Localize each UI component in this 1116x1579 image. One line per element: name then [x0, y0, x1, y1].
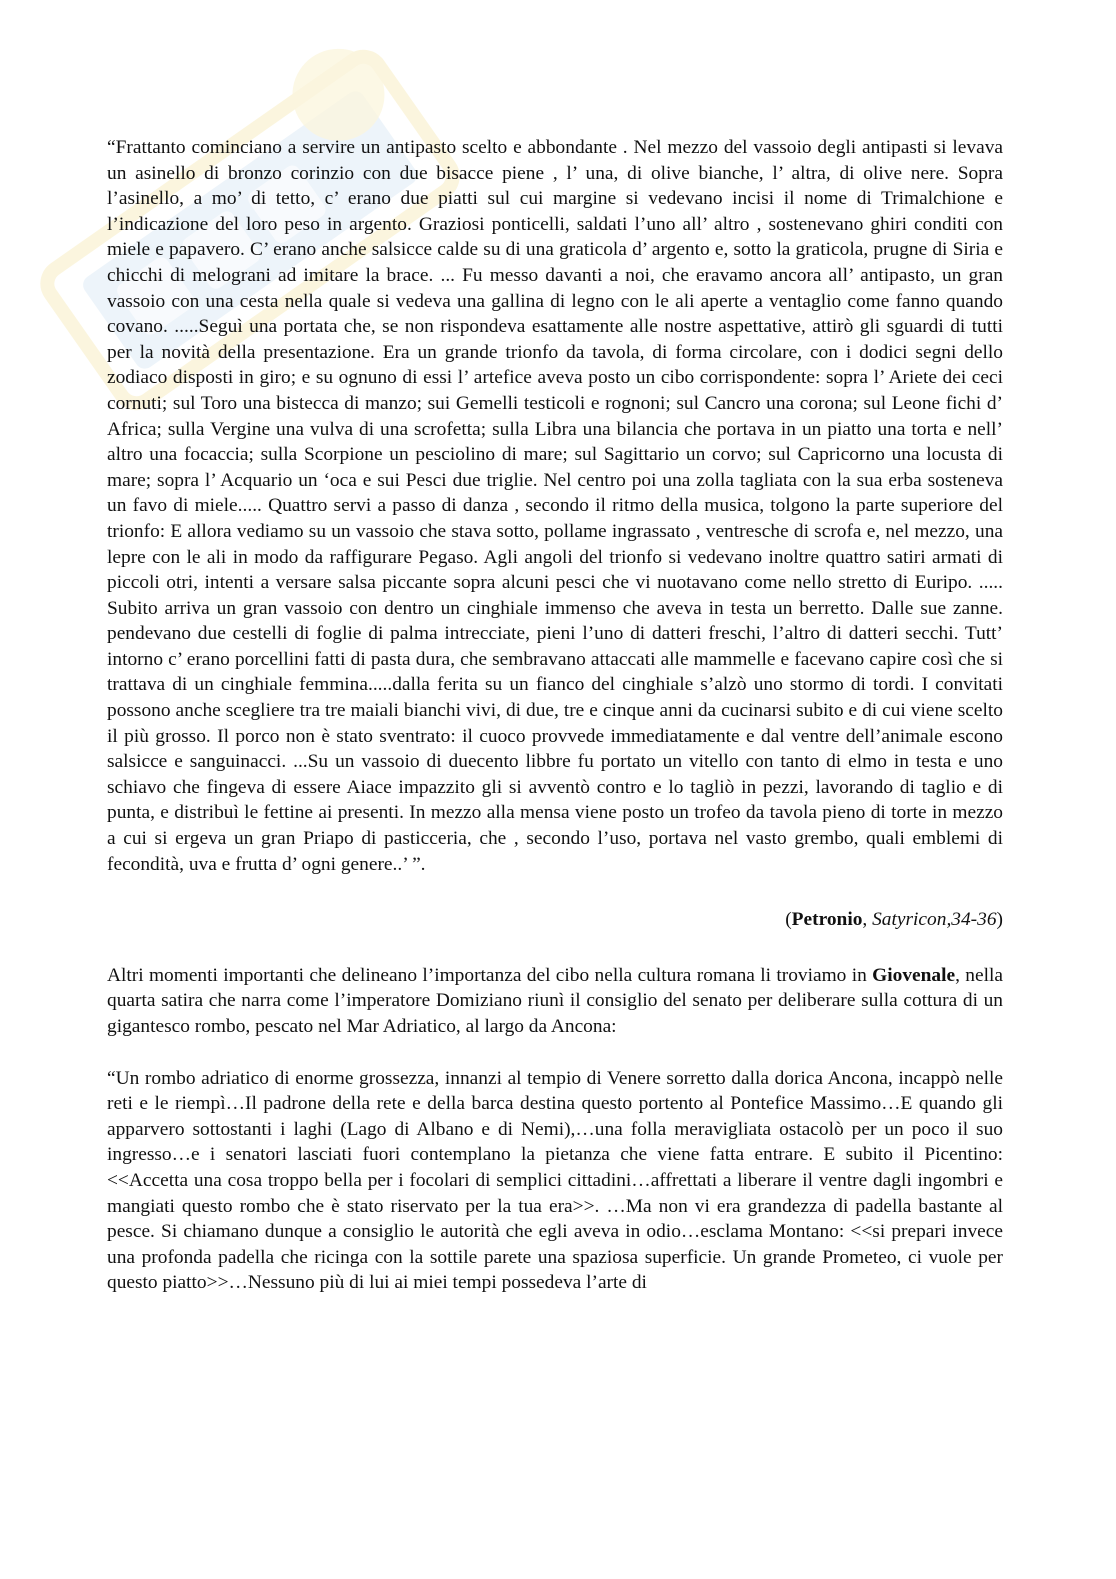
citation-separator: ,	[862, 909, 873, 931]
document-page	[107, 135, 1003, 1296]
citation-author: Petronio	[791, 909, 863, 931]
citation	[107, 907, 1003, 933]
citation-close: )	[996, 909, 1003, 931]
spacer	[107, 933, 1003, 963]
citation-open: (	[785, 909, 792, 931]
intro-paragraph	[107, 963, 1003, 1040]
citation-ref: ,34-36	[946, 909, 997, 931]
citation-work: Satyricon	[872, 909, 947, 931]
giovenale-quote: “Un rombo adriatico di enorme grossezza, innanzi al tempio di Venere sorretto dalla dorica Ancona, incappò nelle reti e le riempì…Il padrone della rete e della barca destina questo portento al Pontefice Massimo…E quando gli apparvero sottostanti i laghi (Lago di Albano e di Nemi),…una folla meravigliata ostacolò per un poco il suo ingresso…e i senatori lasciati fuori contemplano la pietanza che viene fatta entrare. E subito il Picentino: <<Accetta una cosa troppo bella per i focolari di semplici cittadini…affrettati a liberare il ventre dagli ingombri e mangiati questo rombo che è stato riservato per la tua era>>. …Ma non vi era grandezza di padella bastante al pesce. Si chiamano dunque a consiglio le autorità che egli aveva in odio…esclama Montano: <<si prepari invece una profonda padella che ricinga con la sottile parete una spaziosa superficie. Un grande Prometeo, ci vuole per questo piatto>>…Nessuno più di lui ai miei tempi possedeva l’arte di	[107, 1067, 1003, 1294]
intro-before: Altri momenti importanti che delineano l’importanza del cibo nella cultura romana li troviamo in	[107, 964, 873, 986]
intro-after: , nella quarta satira che narra come l’imperatore Domiziano riunì il consiglio del senato per deliberare sulla cottura di un gigantesco rombo, pescato nel Mar Adriatico, al largo da Ancona:	[107, 964, 1003, 1037]
spacer	[107, 1040, 1003, 1066]
intro-author: Giovenale	[872, 964, 956, 986]
petronio-quote: “Frattanto cominciano a servire un antipasto scelto e abbondante . Nel mezzo del vassoio degli antipasti si levava un asinello di bronzo corinzio con due bisacce piene , l’ una, di olive bianche, l’ altra, di olive nere. Sopra l’asinello, a mo’ di tetto, c’ erano due piatti sul cui margine si vedevano incisi il nome di Trimalchione e l’indicazione del loro peso in argento. Graziosi ponticelli, saldati l’uno all’ altro , sostenevano ghiri conditi con miele e papavero. C’ erano anche salsicce calde su di una graticola d’ argento e, sotto la graticola, prugne di Siria e chicchi di melograni ad imitare la brace. ... Fu messo davanti a noi, che eravamo ancora all’ antipasto, un gran vassoio con una cesta nella quale si vedeva una gallina di legno con le ali aperte a ventaglio come fanno quando covano. .....Seguì una portata che, se non rispondeva esattamente alle nostre aspettative, attirò gli sguardi di tutti per la novità della presentazione. Era un grande trionfo da tavola, di forma circolare, con i dodici segni dello zodiaco disposti in giro; e su ognuno di essi l’ artefice aveva posto un cibo corrispondente: sopra l’ Ariete dei ceci cornuti; sul Toro una bistecca di manzo; sui Gemelli testicoli e rognoni; sul Cancro una corona; sul Leone fichi d’ Africa; sulla Vergine una vulva di una scrofetta; sulla Libra una bilancia che portava in un piatto una torta e nell’ altro una focaccia; sulla Scorpione un pesciolino di mare; sul Sagittario un corvo; sul Capricorno una locusta di mare; sopra l’ Acquario un ‘oca e sui Pesci due triglie. Nel centro poi una zolla tagliata con la sua erba sosteneva un favo di miele..... Quattro servi a passo di danza , secondo il ritmo della musica, tolgono la parte superiore del trionfo: E allora vediamo su un vassoio che stava sotto, pollame ingrassato , ventresche di scrofa e, nel mezzo, una lepre con le ali in modo da raffigurare Pegaso. Agli angoli del trionfo si vedevano inoltre quattro satiri armati di piccoli otri, intenti a versare salsa piccante sopra alcuni pesci che vi nuotavano come nello stretto di Euripo. ..... Subito arriva un gran vassoio con dentro un cinghiale immenso che aveva in testa un berretto. Dalle sue zanne. pendevano due cestelli di foglie di palma intrecciate, pieni l’uno di datteri freschi, l’altro di datteri secchi. Tutt’ intorno c’ erano porcellini fatti di pasta dura, che sembravano attaccati alle mammelle e facevano capire così che si trattava di un cinghiale femmina.....dalla ferita su un fianco del cinghiale s’alzò uno stormo di tordi. I convitati possono anche scegliere tra tre maiali bianchi vivi, di due, tre e cinque anni da cucinarsi subito e di cui viene scelto il più grosso. Il porco non è stato sventrato: il cuoco provvede immediatamente e dal ventre dell’animale escono salsicce e sanguinacci. ...Su un vassoio di duecento libbre fu portato un vitello con tanto di elmo in testa e uno schiavo che fingeva di essere Aiace impazzito gli si avventò contro e lo tagliò in pezzi, lavorando di taglio e di punta, e distribuì le fettine ai presenti. In mezzo alla mensa viene posto un trofeo da tavola pieno di torte in mezzo a cui si ergeva un gran Priapo di pasticceria, che , secondo l’uso, portava nel vasto grembo, quali emblemi di fecondità, uva e frutta d’ ogni genere..’ ”.	[107, 137, 1003, 875]
